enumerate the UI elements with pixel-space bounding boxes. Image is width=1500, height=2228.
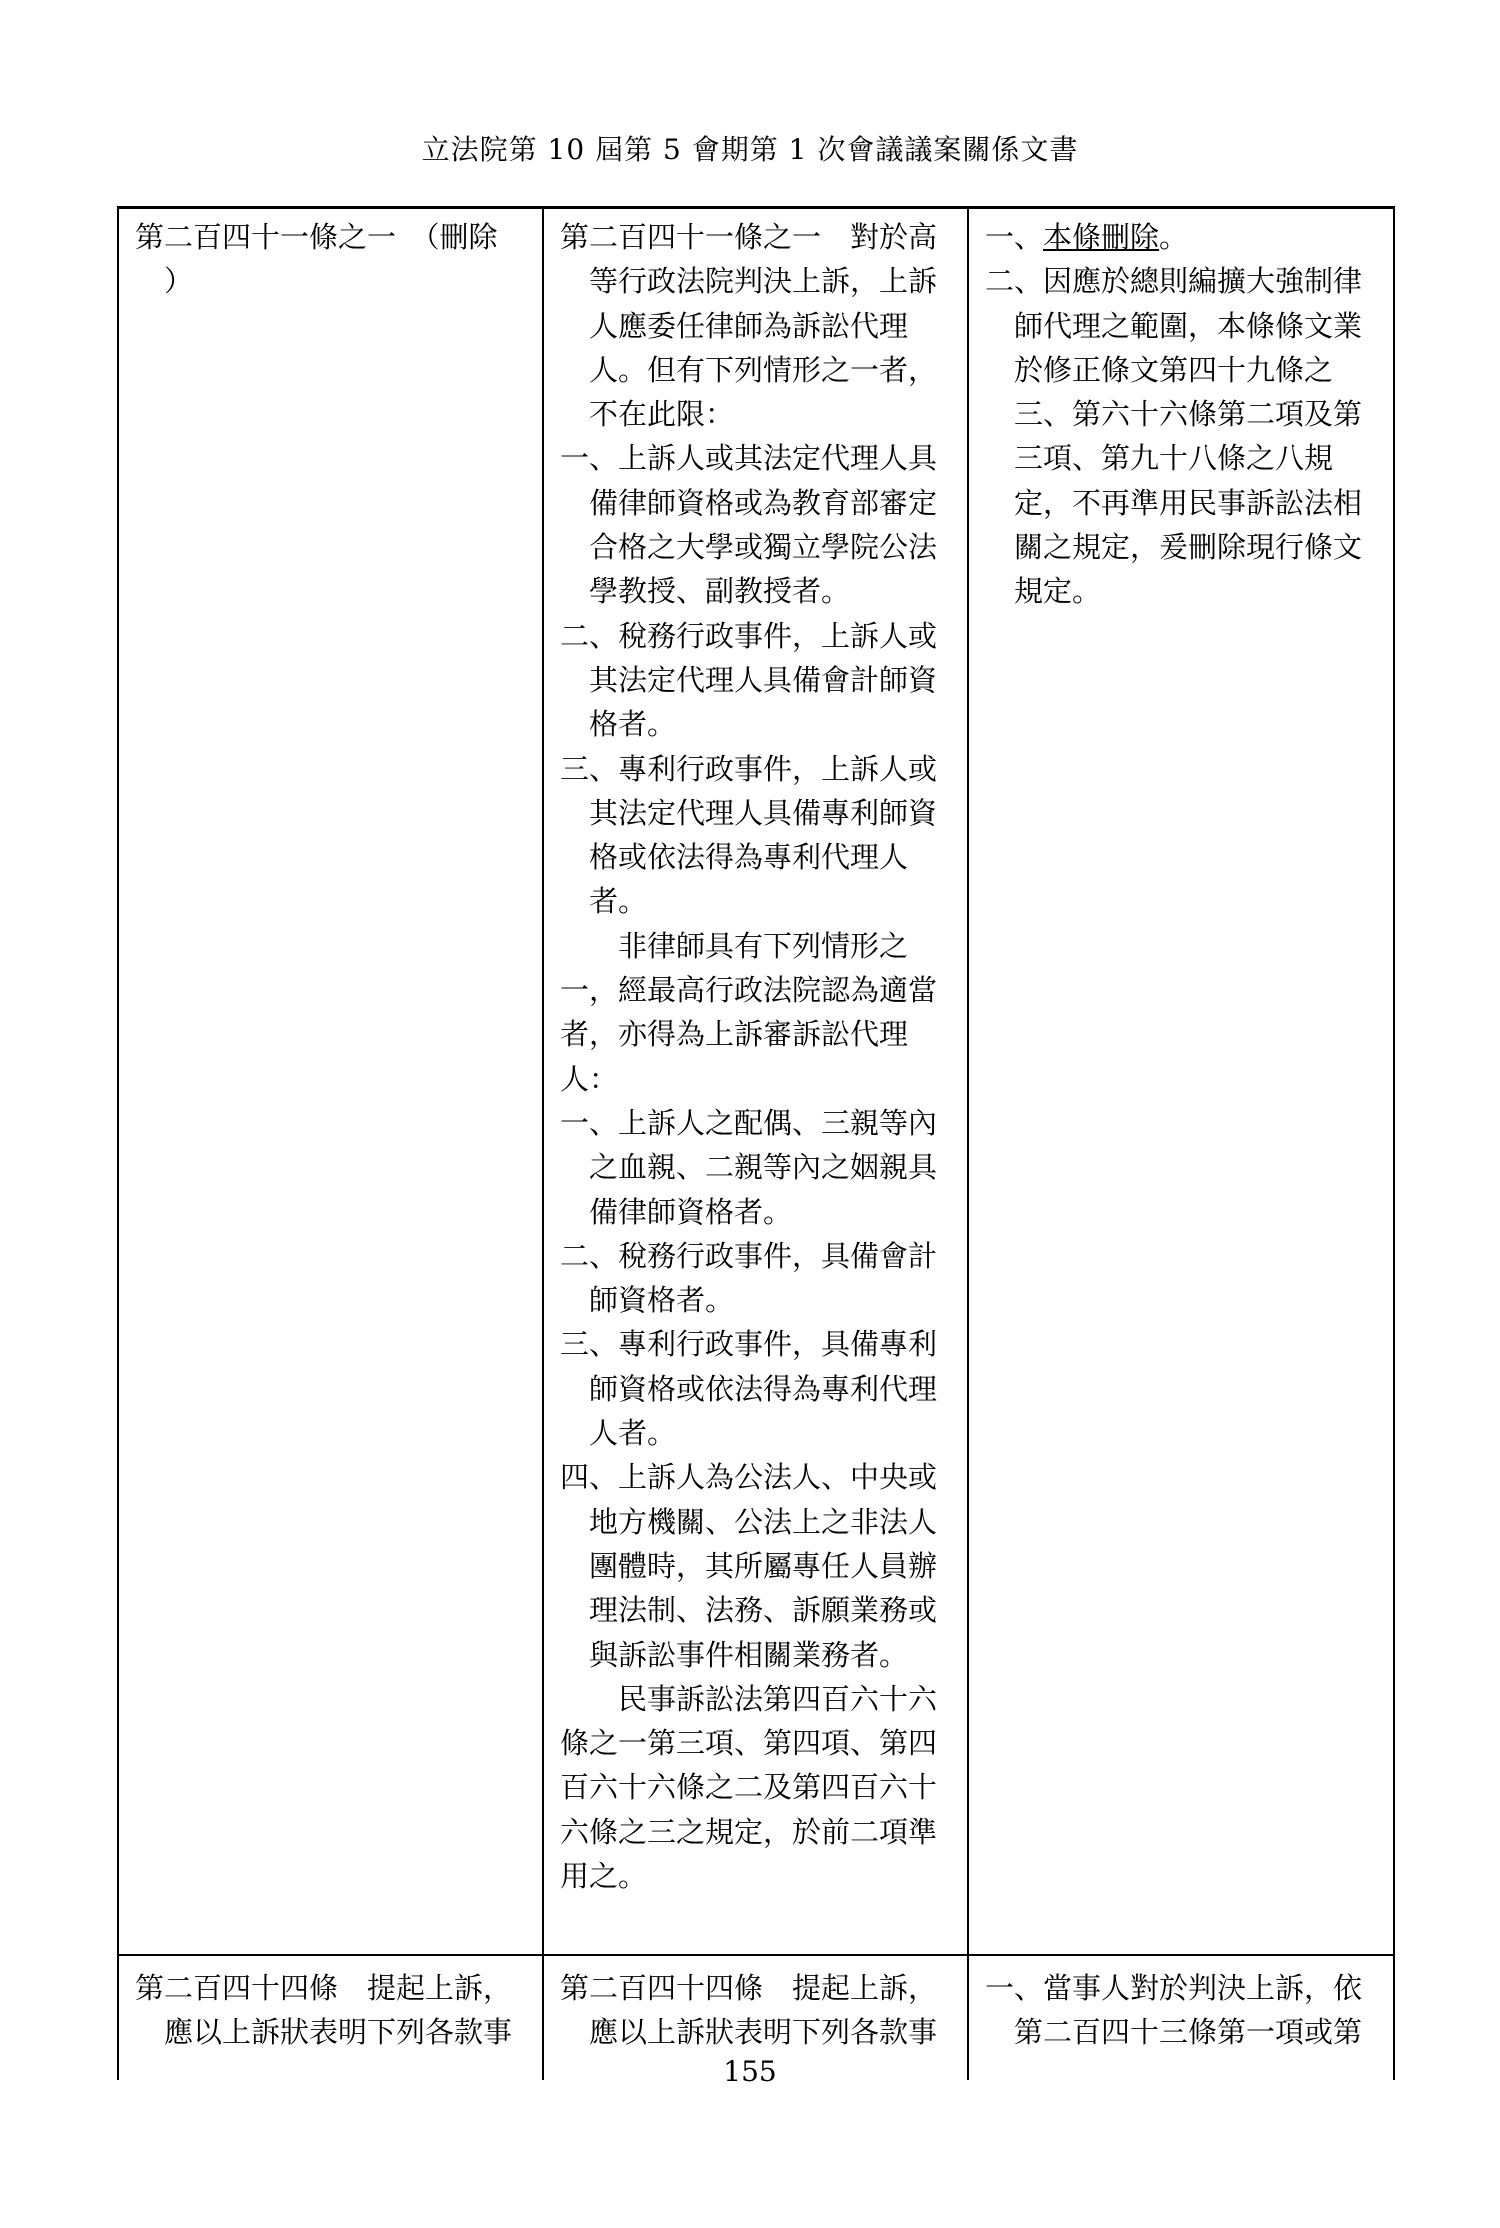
- article-heading: 第二百四十四條 提起上訴，應以上訴狀表明下列各款事: [560, 1970, 938, 2049]
- list-item: [985, 215, 1379, 259]
- table-row: [118, 208, 1394, 1955]
- list-item: 一、上訴人之配偶、三親等內之血親、二親等內之姻親具備律師資格者。: [560, 1105, 938, 1229]
- list-item-suffix: 。: [1159, 220, 1189, 254]
- list-item-prefix: 一、: [985, 220, 1044, 254]
- paragraph: 非律師具有下列情形之一，經最高行政法院認為適當者，亦得為上訴審訴訟代理人：: [560, 928, 938, 1096]
- explanation-cell: [968, 208, 1394, 1955]
- list-item: 二、稅務行政事件，具備會計師資格者。: [560, 1238, 938, 1318]
- article-heading: 第二百四十一條之一 （刪除: [135, 220, 498, 254]
- list-item: 三、專利行政事件，具備專利師資格或依法得為專利代理人者。: [560, 1327, 938, 1451]
- page-header-title: 立法院第 10 屆第 5 會期第 1 次會議議案關係文書: [421, 133, 1079, 166]
- paragraph: 民事訴訟法第四百六十六條之一第三項、第四項、第四百六十六條之二及第四百六十六條之三之規定，於前二項準用之。: [560, 1681, 938, 1893]
- article-heading: 第二百四十四條 提起上訴，應以上訴狀表明下列各款事: [135, 1970, 513, 2049]
- comparison-table: [117, 206, 1395, 2080]
- page-number: 155: [723, 2055, 777, 2088]
- article-heading: 第二百四十一條之一 對於高等行政法院判決上訴，上訴人應委任律師為訴訟代理人。但有下列情形之一者，不在此限：: [560, 220, 938, 432]
- list-item: 四、上訴人為公法人、中央或地方機關、公法上之非法人團體時，其所屬專任人員辦理法制、法務、訴願業務或與訴訟事件相關業務者。: [560, 1460, 938, 1672]
- list-item: 一、當事人對於判決上訴，依第二百四十三條第一項或第: [985, 1970, 1363, 2049]
- list-item: 二、因應於總則編擴大強制律師代理之範圍，本條條文業於修正條文第四十九條之三、第六十六條第二項及第三項、第九十八條之八規定，不再準用民事訴訟法相關之規定，爰刪除現行條文規定。: [985, 264, 1363, 609]
- underlined-text: 本條刪除: [1043, 220, 1160, 254]
- current-text-cell: [543, 208, 968, 1955]
- amended-text-cell: [118, 208, 543, 1955]
- list-item: 二、稅務行政事件，上訴人或其法定代理人具備會計師資格者。: [560, 618, 938, 742]
- article-heading-continuation: ）: [164, 264, 194, 299]
- list-item: 三、專利行政事件，上訴人或其法定代理人具備專利師資格或依法得為專利代理人者。: [560, 751, 938, 919]
- list-item: 一、上訴人或其法定代理人具備律師資格或為教育部審定合格之大學或獨立學院公法學教授、副教授者。: [560, 441, 938, 609]
